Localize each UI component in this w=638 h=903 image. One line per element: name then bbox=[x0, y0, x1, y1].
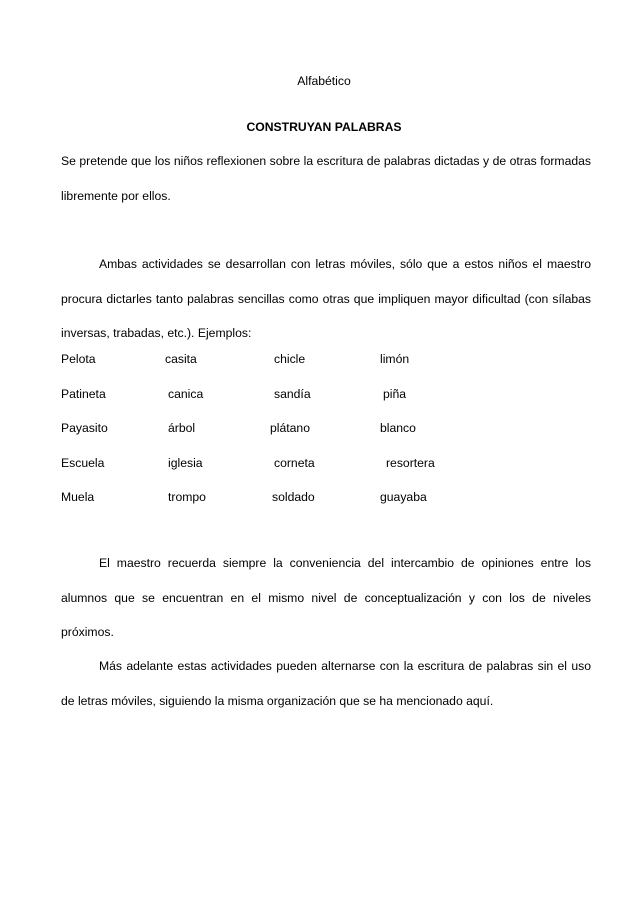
example-word: chicle bbox=[274, 352, 306, 366]
example-word: guayaba bbox=[380, 490, 427, 504]
examples-table bbox=[61, 352, 591, 525]
paragraph-activities: Ambas actividades se desarrollan con letras móviles, sólo que a estos niños el maestro procura dictarles tanto palabras sencillas como otras que impliquen mayor dificultad (con sílabas inversas, trabadas, etc.). Ejemplos: bbox=[61, 257, 591, 340]
example-word: plátano bbox=[270, 421, 310, 435]
example-word: corneta bbox=[274, 455, 315, 470]
example-word: blanco bbox=[380, 421, 416, 435]
example-word: iglesia bbox=[168, 455, 203, 470]
examples-row bbox=[61, 387, 591, 422]
examples-row bbox=[61, 456, 591, 491]
example-word: Muela bbox=[61, 490, 95, 504]
page-header: Alfabético bbox=[297, 74, 351, 88]
example-word: resortera bbox=[386, 455, 435, 470]
example-word: Escuela bbox=[61, 455, 105, 470]
section-title: CONSTRUYAN PALABRAS bbox=[246, 120, 402, 134]
example-word: canica bbox=[168, 386, 204, 401]
example-word: Patineta bbox=[61, 386, 106, 401]
paragraph-later: Más adelante estas actividades pueden alternarse con la escritura de palabras sin el uso de letras móviles, siguiendo la misma organización que se ha mencionado aquí. bbox=[61, 659, 591, 708]
examples-row bbox=[61, 490, 591, 525]
example-word: árbol bbox=[168, 421, 196, 435]
example-word: trompo bbox=[168, 490, 206, 504]
example-word: casita bbox=[165, 352, 197, 366]
example-word: soldado bbox=[272, 490, 315, 504]
example-word: sandía bbox=[274, 386, 311, 401]
examples-row bbox=[61, 352, 591, 387]
example-word: Pelota bbox=[61, 352, 96, 366]
example-word: piña bbox=[383, 386, 407, 401]
paragraph-exchange: El maestro recuerda siempre la conveniencia del intercambio de opiniones entre los alumnos que se encuentran en el mismo nivel de conceptualización y con los de niveles próximos. bbox=[61, 556, 591, 639]
example-word: Payasito bbox=[61, 421, 108, 435]
example-word: limón bbox=[380, 352, 410, 366]
paragraph-intro: Se pretende que los niños reflexionen sobre la escritura de palabras dictadas y de otras formadas libremente por ellos. bbox=[61, 154, 591, 203]
examples-row bbox=[61, 421, 591, 456]
